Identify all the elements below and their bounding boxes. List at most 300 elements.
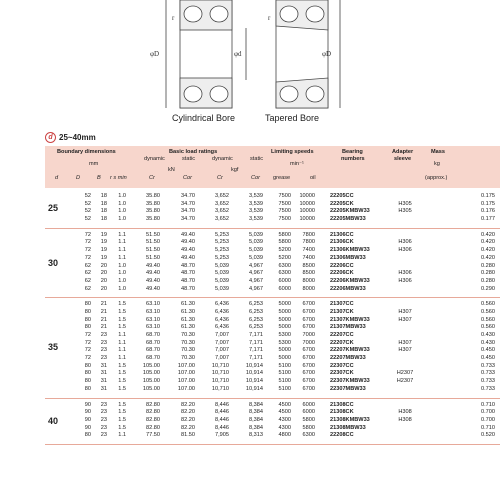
range-title	[45, 132, 96, 143]
dyn-cr-kn: 35.80	[146, 193, 160, 199]
dyn-cr-kn: 35.80	[146, 208, 160, 215]
speed-grease: 5300	[278, 332, 291, 338]
stat-cor-kgf: 5,039	[249, 254, 263, 261]
mass: 0.290	[481, 285, 495, 292]
width-b: 23	[100, 416, 107, 423]
bearing-number: 22207CK	[330, 339, 354, 346]
speed-grease: 5000	[278, 301, 291, 308]
hdr-kN: kN	[168, 167, 175, 173]
speed-grease: 7500	[278, 216, 291, 223]
bore-diameter: 30	[48, 257, 59, 268]
outer-d: 80	[84, 378, 91, 385]
width-b: 18	[100, 208, 107, 215]
hdr-sym-Cor2: Cor	[251, 175, 261, 181]
bearing-number: 22307MBW33	[330, 385, 366, 392]
radius-r: 1.5	[118, 308, 126, 315]
label-D-tapered: φD	[322, 50, 332, 58]
outer-d: 72	[84, 355, 91, 362]
hdr-sym-Cr2: Cr	[217, 175, 223, 181]
radius-r: 1.5	[118, 370, 126, 377]
mass: 0.420	[481, 247, 495, 254]
dyn-cr-kn: 51.50	[146, 231, 160, 238]
bearing-drawing	[0, 0, 500, 135]
speed-grease: 6000	[278, 285, 291, 292]
width-b: 19	[100, 254, 107, 261]
dyn-cr-kgf: 8,446	[215, 401, 229, 408]
bearing-number: 21307KMBW33	[330, 316, 370, 323]
radius-r: 1.5	[118, 409, 126, 416]
hdr-static2: static	[250, 156, 264, 162]
dyn-cr-kgf: 5,039	[215, 285, 229, 292]
table-row	[45, 193, 500, 201]
bearing-diagrams	[0, 0, 500, 135]
table-row	[45, 317, 500, 325]
dyn-cr-kn: 82.80	[146, 409, 160, 416]
table-row	[45, 286, 500, 294]
adapter-sleeve: H306	[398, 247, 412, 254]
stat-cor-kgf: 5,039	[249, 239, 263, 246]
dyn-cr-kgf: 6,436	[215, 301, 229, 308]
bearing-number: 21306KMBW33	[330, 247, 370, 254]
bearing-number: 22206MBW33	[330, 285, 366, 292]
table-row	[45, 370, 500, 378]
outer-d: 52	[84, 200, 91, 207]
table-row	[45, 278, 500, 286]
bearing-number: 21308CK	[330, 409, 354, 416]
table-row	[45, 355, 500, 363]
speed-grease: 5100	[278, 370, 291, 377]
outer-d: 62	[84, 285, 91, 292]
speed-oil: 6700	[302, 324, 315, 331]
dyn-cr-kgf: 7,007	[215, 355, 229, 362]
outer-d: 80	[84, 370, 91, 377]
radius-r: 1.5	[118, 385, 126, 392]
adapter-sleeve: H305	[398, 208, 412, 215]
adapter-sleeve: H308	[398, 416, 412, 423]
hdr-mass: Mass	[431, 149, 445, 155]
speed-oil: 8500	[302, 262, 315, 269]
hdr-dynamic1: dynamic	[144, 156, 165, 162]
bearing-number: 22205CC	[330, 193, 354, 199]
speed-oil: 6700	[302, 355, 315, 362]
stat-cor-kgf: 4,967	[249, 277, 263, 284]
outer-d: 80	[84, 432, 91, 439]
bearing-number: 22207MBW33	[330, 355, 366, 362]
dyn-cr-kgf: 6,436	[215, 316, 229, 323]
speed-oil: 6700	[302, 308, 315, 315]
stat-cor-kn: 82.20	[181, 401, 195, 408]
stat-cor-kgf: 4,967	[249, 270, 263, 277]
speed-oil: 8000	[302, 277, 315, 284]
radius-r: 1.1	[118, 339, 126, 346]
adapter-sleeve: H307	[398, 308, 412, 315]
outer-d: 72	[84, 347, 91, 354]
speed-oil: 6000	[302, 401, 315, 408]
adapter-sleeve: H307	[398, 347, 412, 354]
outer-d: 72	[84, 231, 91, 238]
stat-cor-kn: 61.30	[181, 324, 195, 331]
table-row	[45, 263, 500, 271]
dyn-cr-kgf: 6,436	[215, 324, 229, 331]
speed-oil: 6700	[302, 370, 315, 377]
dyn-cr-kn: 49.40	[146, 277, 160, 284]
table-row	[45, 417, 500, 425]
dyn-cr-kn: 82.80	[146, 424, 160, 431]
stat-cor-kgf: 5,039	[249, 231, 263, 238]
dyn-cr-kn: 63.10	[146, 316, 160, 323]
outer-d: 80	[84, 316, 91, 323]
speed-oil: 6700	[302, 347, 315, 354]
diameter-icon: d	[45, 132, 56, 143]
stat-cor-kn: 107.00	[177, 370, 195, 377]
speed-grease: 4500	[278, 401, 291, 408]
table-row	[45, 301, 500, 309]
table-row	[45, 347, 500, 355]
width-b: 18	[100, 200, 107, 207]
stat-cor-kgf: 8,384	[249, 401, 263, 408]
dyn-cr-kn: 63.10	[146, 308, 160, 315]
stat-cor-kn: 34.70	[181, 193, 195, 199]
bearing-number: 22205CK	[330, 200, 354, 207]
stat-cor-kn: 48.70	[181, 270, 195, 277]
dyn-cr-kn: 105.00	[142, 362, 160, 369]
radius-r: 1.1	[118, 347, 126, 354]
mass: 0.733	[481, 362, 495, 369]
dyn-cr-kgf: 8,446	[215, 424, 229, 431]
speed-oil: 10000	[299, 200, 315, 207]
radius-r: 1.1	[118, 231, 126, 238]
table-row	[45, 409, 500, 417]
speed-grease: 5200	[278, 247, 291, 254]
hdr-sym-r: r s min	[110, 175, 127, 181]
mass: 0.430	[481, 332, 495, 338]
width-b: 19	[100, 247, 107, 254]
hdr-load: Basic load ratings	[169, 149, 218, 155]
dyn-cr-kn: 63.10	[146, 301, 160, 308]
table-row	[45, 340, 500, 348]
mass: 0.560	[481, 324, 495, 331]
mass: 0.420	[481, 231, 495, 238]
hdr-sym-D: D	[76, 175, 81, 181]
stat-cor-kn: 81.50	[181, 432, 195, 439]
stat-cor-kn: 34.70	[181, 216, 195, 223]
speed-oil: 5800	[302, 424, 315, 431]
dyn-cr-kn: 35.80	[146, 216, 160, 223]
speed-grease: 5300	[278, 339, 291, 346]
table-row	[45, 247, 500, 255]
radius-r: 1.5	[118, 362, 126, 369]
outer-d: 80	[84, 362, 91, 369]
dyn-cr-kgf: 3,652	[215, 193, 229, 199]
speed-grease: 5000	[278, 324, 291, 331]
radius-r: 1.5	[118, 301, 126, 308]
speed-oil: 7400	[302, 254, 315, 261]
stat-cor-kgf: 5,039	[249, 247, 263, 254]
hdr-dynamic2: dynamic	[212, 156, 233, 162]
outer-d: 90	[84, 401, 91, 408]
dyn-cr-kn: 49.40	[146, 285, 160, 292]
speed-grease: 5100	[278, 378, 291, 385]
radius-r: 1.0	[118, 193, 126, 199]
outer-d: 90	[84, 424, 91, 431]
label-r-tapered: r	[268, 14, 271, 22]
hdr-numbers: numbers	[341, 156, 365, 162]
width-b: 18	[100, 193, 107, 199]
range-title-text: 25~40mm	[59, 133, 96, 142]
mass: 0.175	[481, 193, 495, 199]
speed-oil: 7000	[302, 339, 315, 346]
width-b: 31	[100, 378, 107, 385]
dyn-cr-kgf: 7,905	[215, 432, 229, 439]
dyn-cr-kn: 49.40	[146, 270, 160, 277]
bearing-number: 22207CC	[330, 332, 354, 338]
dyn-cr-kgf: 5,253	[215, 231, 229, 238]
bore-group-25	[45, 190, 500, 229]
table-row	[45, 332, 500, 340]
radius-r: 1.0	[118, 262, 126, 269]
mass: 0.177	[481, 216, 495, 223]
outer-d: 52	[84, 208, 91, 215]
speed-grease: 5200	[278, 254, 291, 261]
width-b: 31	[100, 385, 107, 392]
speed-grease: 6300	[278, 262, 291, 269]
bearing-number: 22205MBW33	[330, 216, 366, 223]
dyn-cr-kn: 68.70	[146, 339, 160, 346]
bore-group-35	[45, 298, 500, 398]
mass: 0.700	[481, 409, 495, 416]
mass: 0.450	[481, 347, 495, 354]
stat-cor-kgf: 4,967	[249, 262, 263, 269]
adapter-sleeve: H305	[398, 200, 412, 207]
outer-d: 72	[84, 254, 91, 261]
bore-group-30	[45, 229, 500, 299]
speed-oil: 6300	[302, 432, 315, 439]
speed-oil: 5800	[302, 416, 315, 423]
speed-oil: 7800	[302, 239, 315, 246]
bearing-number: 21308MBW33	[330, 424, 366, 431]
bearing-number: 22206KMBW33	[330, 277, 370, 284]
radius-r: 1.0	[118, 285, 126, 292]
width-b: 19	[100, 239, 107, 246]
mass: 0.420	[481, 254, 495, 261]
radius-r: 1.1	[118, 332, 126, 338]
width-b: 23	[100, 355, 107, 362]
bearing-number: 22205KMBW33	[330, 208, 370, 215]
adapter-sleeve: H308	[398, 409, 412, 416]
speed-grease: 7500	[278, 193, 291, 199]
speed-oil: 10000	[299, 208, 315, 215]
dyn-cr-kn: 105.00	[142, 378, 160, 385]
outer-d: 72	[84, 332, 91, 338]
outer-d: 62	[84, 277, 91, 284]
mass: 0.560	[481, 301, 495, 308]
table-header	[45, 146, 500, 188]
radius-r: 1.0	[118, 216, 126, 223]
width-b: 21	[100, 324, 107, 331]
radius-r: 1.5	[118, 324, 126, 331]
speed-grease: 5800	[278, 239, 291, 246]
speed-grease: 5000	[278, 316, 291, 323]
stat-cor-kn: 61.30	[181, 301, 195, 308]
stat-cor-kgf: 3,539	[249, 208, 263, 215]
bearing-number: 21306CC	[330, 231, 354, 238]
dyn-cr-kgf: 10,710	[211, 378, 229, 385]
stat-cor-kn: 49.40	[181, 239, 195, 246]
speed-grease: 4300	[278, 416, 291, 423]
speed-oil: 8500	[302, 270, 315, 277]
mass: 0.733	[481, 378, 495, 385]
bearing-number: 21306MBW33	[330, 254, 366, 261]
width-b: 23	[100, 409, 107, 416]
width-b: 23	[100, 339, 107, 346]
mass: 0.733	[481, 385, 495, 392]
bearing-number: 21307CK	[330, 308, 354, 315]
bearing-number: 21307MBW33	[330, 324, 366, 331]
width-b: 20	[100, 285, 107, 292]
dyn-cr-kgf: 3,652	[215, 208, 229, 215]
dyn-cr-kgf: 5,253	[215, 239, 229, 246]
adapter-sleeve: H307	[398, 316, 412, 323]
radius-r: 1.0	[118, 200, 126, 207]
mass: 0.176	[481, 208, 495, 215]
stat-cor-kgf: 10,914	[245, 362, 263, 369]
dyn-cr-kgf: 6,436	[215, 308, 229, 315]
bearing-number: 22206CC	[330, 262, 354, 269]
hdr-grease: grease	[273, 175, 291, 181]
outer-d: 72	[84, 239, 91, 246]
stat-cor-kn: 48.70	[181, 277, 195, 284]
stat-cor-kgf: 8,384	[249, 416, 263, 423]
speed-grease: 4800	[278, 432, 291, 439]
speed-grease: 6000	[278, 277, 291, 284]
dyn-cr-kn: 77.50	[146, 432, 160, 439]
hdr-oil: oil	[310, 175, 316, 181]
stat-cor-kn: 82.20	[181, 409, 195, 416]
mass: 0.175	[481, 200, 495, 207]
table-row	[45, 309, 500, 317]
mass: 0.450	[481, 355, 495, 362]
label-d: φd	[234, 50, 242, 58]
stat-cor-kn: 61.30	[181, 308, 195, 315]
speed-oil: 6700	[302, 385, 315, 392]
table-row	[45, 255, 500, 263]
radius-r: 1.1	[118, 239, 126, 246]
stat-cor-kgf: 7,171	[249, 332, 263, 338]
stat-cor-kn: 107.00	[177, 385, 195, 392]
bearing-number: 21308CC	[330, 401, 354, 408]
stat-cor-kn: 82.20	[181, 416, 195, 423]
outer-d: 80	[84, 324, 91, 331]
hdr-kg: kg	[434, 161, 440, 167]
stat-cor-kn: 107.00	[177, 378, 195, 385]
width-b: 31	[100, 362, 107, 369]
radius-r: 1.5	[118, 316, 126, 323]
hdr-min: min⁻¹	[290, 161, 304, 167]
stat-cor-kn: 61.30	[181, 316, 195, 323]
speed-oil: 7000	[302, 332, 315, 338]
hdr-adapter: Adapter	[392, 149, 414, 155]
dyn-cr-kgf: 5,253	[215, 254, 229, 261]
stat-cor-kgf: 7,171	[249, 355, 263, 362]
hdr-sym-B: B	[97, 175, 101, 181]
bore-diameter: 35	[48, 342, 59, 353]
dyn-cr-kn: 68.70	[146, 347, 160, 354]
outer-d: 52	[84, 193, 91, 199]
hdr-static1: static	[182, 156, 196, 162]
dyn-cr-kgf: 7,007	[215, 332, 229, 338]
table-row	[45, 270, 500, 278]
speed-grease: 5000	[278, 308, 291, 315]
bearing-number: 21308KMBW33	[330, 416, 370, 423]
width-b: 23	[100, 401, 107, 408]
adapter-sleeve: H306	[398, 239, 412, 246]
hdr-approx: (approx.)	[425, 175, 448, 181]
width-b: 23	[100, 347, 107, 354]
dyn-cr-kgf: 8,446	[215, 409, 229, 416]
outer-d: 90	[84, 416, 91, 423]
dyn-cr-kgf: 10,710	[211, 370, 229, 377]
stat-cor-kgf: 3,539	[249, 200, 263, 207]
outer-d: 62	[84, 262, 91, 269]
mass: 0.733	[481, 370, 495, 377]
table-row	[45, 232, 500, 240]
hdr-speeds: Limiting speeds	[271, 149, 314, 155]
speed-grease: 4300	[278, 424, 291, 431]
dyn-cr-kn: 51.50	[146, 247, 160, 254]
speed-grease: 5100	[278, 385, 291, 392]
stat-cor-kgf: 6,253	[249, 308, 263, 315]
radius-r: 1.1	[118, 254, 126, 261]
adapter-sleeve: H306	[398, 277, 412, 284]
bearing-number: 22206CK	[330, 270, 354, 277]
hdr-mm: mm	[89, 161, 99, 167]
radius-r: 1.1	[118, 247, 126, 254]
dyn-cr-kn: 82.80	[146, 401, 160, 408]
dyn-cr-kgf: 3,652	[215, 200, 229, 207]
dyn-cr-kgf: 3,652	[215, 216, 229, 223]
width-b: 20	[100, 270, 107, 277]
caption-cylindrical: Cylindrical Bore	[172, 113, 236, 123]
adapter-sleeve: H307	[398, 339, 412, 346]
speed-oil: 7800	[302, 231, 315, 238]
dyn-cr-kgf: 10,710	[211, 362, 229, 369]
speed-grease: 4500	[278, 409, 291, 416]
bearing-number: 22307CC	[330, 362, 354, 369]
outer-d: 52	[84, 216, 91, 223]
speed-oil: 6700	[302, 316, 315, 323]
bearing-number: 22307KMBW33	[330, 378, 370, 385]
dyn-cr-kgf: 10,710	[211, 385, 229, 392]
bore-diameter: 40	[48, 415, 59, 426]
stat-cor-kn: 107.00	[177, 362, 195, 369]
speed-oil: 10000	[299, 193, 315, 199]
width-b: 23	[100, 432, 107, 439]
speed-oil: 6000	[302, 409, 315, 416]
bearing-number: 22208CC	[330, 432, 354, 439]
bearing-number: 22307CK	[330, 370, 354, 377]
adapter-sleeve: H2307	[396, 370, 414, 377]
dyn-cr-kgf: 7,007	[215, 339, 229, 346]
radius-r: 1.1	[118, 432, 126, 439]
hdr-sleeve: sleeve	[394, 156, 412, 162]
speed-oil: 6700	[302, 301, 315, 308]
bearing-number: 21306CK	[330, 239, 354, 246]
stat-cor-kn: 70.30	[181, 339, 195, 346]
radius-r: 1.5	[118, 424, 126, 431]
dyn-cr-kgf: 5,253	[215, 247, 229, 254]
outer-d: 80	[84, 301, 91, 308]
mass: 0.280	[481, 270, 495, 277]
